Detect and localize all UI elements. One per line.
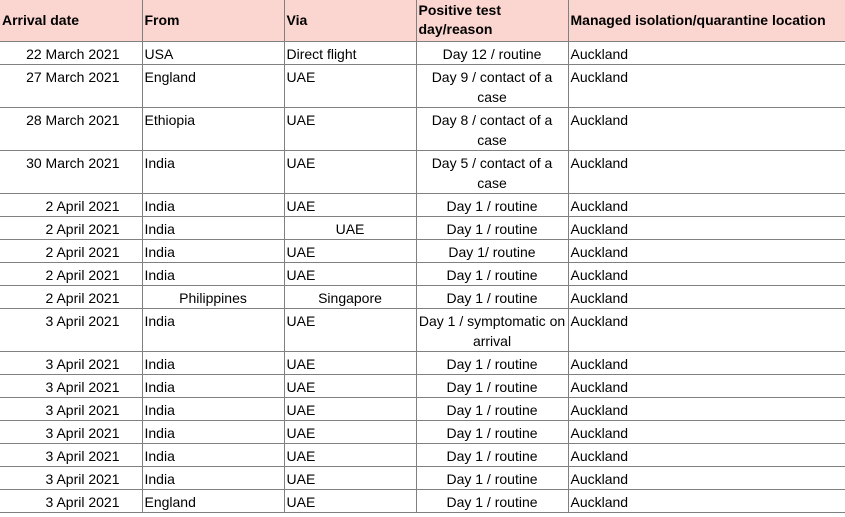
table-row	[0, 239, 845, 262]
cell-positive-test: Day 5 / contact of a case	[416, 150, 568, 193]
table-row	[0, 41, 845, 64]
cell-via: UAE	[284, 466, 416, 489]
header-arrival-date: Arrival date	[0, 0, 142, 41]
cell-from: India	[142, 420, 284, 443]
cell-via: UAE	[284, 351, 416, 374]
cell-location: Auckland	[568, 41, 845, 64]
cell-from: India	[142, 193, 284, 216]
cell-via: UAE	[284, 420, 416, 443]
cell-positive-test: Day 1 / routine	[416, 285, 568, 308]
cell-from: India	[142, 216, 284, 239]
cell-arrival-date: 3 April 2021	[0, 466, 142, 489]
cell-positive-test: Day 1 / routine	[416, 443, 568, 466]
cell-arrival-date: 28 March 2021	[0, 107, 142, 150]
cell-from: Ethiopia	[142, 107, 284, 150]
table-row	[0, 216, 845, 239]
cell-location: Auckland	[568, 420, 845, 443]
cell-location: Auckland	[568, 397, 845, 420]
cell-positive-test: Day 9 / contact of a case	[416, 64, 568, 107]
cell-from: India	[142, 351, 284, 374]
cell-via: UAE	[284, 239, 416, 262]
cell-arrival-date: 3 April 2021	[0, 351, 142, 374]
table-row	[0, 374, 845, 397]
cell-via: UAE	[284, 443, 416, 466]
table-row	[0, 420, 845, 443]
cell-via: UAE	[284, 374, 416, 397]
header-location: Managed isolation/quarantine location	[568, 0, 845, 41]
cell-arrival-date: 27 March 2021	[0, 64, 142, 107]
cell-location: Auckland	[568, 351, 845, 374]
cell-via: UAE	[284, 150, 416, 193]
cell-via: UAE	[284, 216, 416, 239]
cell-arrival-date: 3 April 2021	[0, 420, 142, 443]
cell-from: India	[142, 397, 284, 420]
cell-arrival-date: 3 April 2021	[0, 443, 142, 466]
cell-location: Auckland	[568, 308, 845, 351]
cell-arrival-date: 2 April 2021	[0, 193, 142, 216]
cell-positive-test: Day 1 / routine	[416, 216, 568, 239]
cell-arrival-date: 2 April 2021	[0, 262, 142, 285]
cell-positive-test: Day 8 / contact of a case	[416, 107, 568, 150]
table-row	[0, 489, 845, 512]
cell-location: Auckland	[568, 150, 845, 193]
cell-via: Direct flight	[284, 41, 416, 64]
cell-positive-test: Day 1 / routine	[416, 489, 568, 512]
cell-positive-test: Day 1 / routine	[416, 262, 568, 285]
cell-via: UAE	[284, 64, 416, 107]
cell-positive-test: Day 1 / routine	[416, 420, 568, 443]
table-row	[0, 64, 845, 107]
cell-via: Singapore	[284, 285, 416, 308]
cell-positive-test: Day 1 / symptomatic on arrival	[416, 308, 568, 351]
table-body	[0, 41, 845, 512]
header-row	[0, 0, 845, 41]
cell-arrival-date: 3 April 2021	[0, 308, 142, 351]
cell-positive-test: Day 1 / routine	[416, 193, 568, 216]
cell-location: Auckland	[568, 285, 845, 308]
cell-location: Auckland	[568, 374, 845, 397]
cell-arrival-date: 2 April 2021	[0, 216, 142, 239]
cell-location: Auckland	[568, 262, 845, 285]
cell-from: India	[142, 443, 284, 466]
cell-arrival-date: 3 April 2021	[0, 397, 142, 420]
cell-from: India	[142, 308, 284, 351]
cell-positive-test: Day 12 / routine	[416, 41, 568, 64]
cell-via: UAE	[284, 397, 416, 420]
cell-via: UAE	[284, 308, 416, 351]
cell-via: UAE	[284, 489, 416, 512]
cell-location: Auckland	[568, 466, 845, 489]
cell-location: Auckland	[568, 64, 845, 107]
table-row	[0, 397, 845, 420]
cell-location: Auckland	[568, 443, 845, 466]
cell-from: India	[142, 239, 284, 262]
cell-from: England	[142, 489, 284, 512]
table-row	[0, 285, 845, 308]
cell-via: UAE	[284, 107, 416, 150]
table-row	[0, 443, 845, 466]
cell-location: Auckland	[568, 216, 845, 239]
table-row	[0, 150, 845, 193]
cell-from: England	[142, 64, 284, 107]
cell-via: UAE	[284, 193, 416, 216]
cell-arrival-date: 2 April 2021	[0, 285, 142, 308]
cell-location: Auckland	[568, 193, 845, 216]
table-row	[0, 351, 845, 374]
cell-via: UAE	[284, 262, 416, 285]
cell-arrival-date: 3 April 2021	[0, 489, 142, 512]
cell-from: India	[142, 150, 284, 193]
cell-location: Auckland	[568, 489, 845, 512]
cell-from: India	[142, 262, 284, 285]
cell-location: Auckland	[568, 107, 845, 150]
cell-positive-test: Day 1 / routine	[416, 374, 568, 397]
header-from: From	[142, 0, 284, 41]
header-positive-test: Positive test day/reason	[416, 0, 568, 41]
table-row	[0, 262, 845, 285]
table-row	[0, 107, 845, 150]
cell-arrival-date: 30 March 2021	[0, 150, 142, 193]
cell-location: Auckland	[568, 239, 845, 262]
cell-from: India	[142, 374, 284, 397]
cell-arrival-date: 22 March 2021	[0, 41, 142, 64]
cell-from: India	[142, 466, 284, 489]
cell-from: Philippines	[142, 285, 284, 308]
cell-arrival-date: 2 April 2021	[0, 239, 142, 262]
table-row	[0, 308, 845, 351]
cell-positive-test: Day 1 / routine	[416, 351, 568, 374]
cell-positive-test: Day 1/ routine	[416, 239, 568, 262]
table-row	[0, 193, 845, 216]
cell-arrival-date: 3 April 2021	[0, 374, 142, 397]
cell-positive-test: Day 1 / routine	[416, 397, 568, 420]
cell-positive-test: Day 1 / routine	[416, 466, 568, 489]
cell-from: USA	[142, 41, 284, 64]
table-header	[0, 0, 845, 41]
header-via: Via	[284, 0, 416, 41]
table-row	[0, 466, 845, 489]
